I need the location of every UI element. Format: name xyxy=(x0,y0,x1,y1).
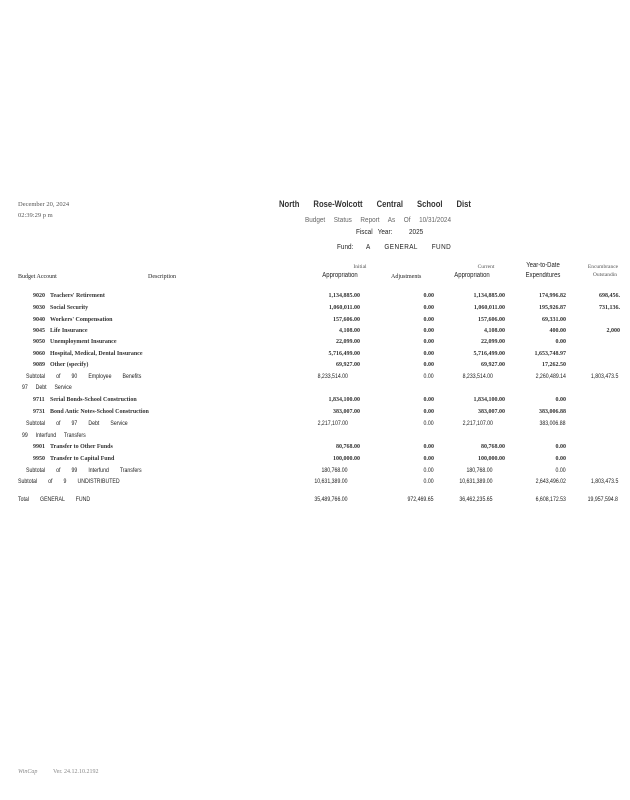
subtotal-row xyxy=(0,420,618,431)
col-initial-top: Initial xyxy=(353,264,367,270)
ytd-expenditures: 400.00 xyxy=(549,328,566,334)
fund-label: Fund: xyxy=(337,242,354,251)
initial-appropriation: 10,631,389.00 xyxy=(314,478,348,485)
adjustments: 0.00 xyxy=(423,478,434,485)
table-row xyxy=(0,351,618,362)
ytd-expenditures: 17,262.50 xyxy=(542,362,566,368)
initial-appropriation: 80,768.00 xyxy=(336,444,360,450)
ytd-expenditures: 0.00 xyxy=(555,444,566,450)
adjustments: 972,469.65 xyxy=(407,496,434,503)
ytd-expenditures: 0.00 xyxy=(555,339,566,345)
adjustments: 0.00 xyxy=(423,409,434,415)
ytd-expenditures: 69,331.00 xyxy=(542,317,566,323)
encumbrance-outstanding: 698,456. xyxy=(599,293,620,299)
col-ytd-top: Year-to-Date xyxy=(526,262,560,269)
ytd-expenditures: 195,926.87 xyxy=(539,305,566,311)
col-ytd: Expenditures xyxy=(525,272,561,279)
ytd-expenditures: 383,006.88 xyxy=(539,409,566,415)
account-code: 9030 xyxy=(33,305,45,311)
initial-appropriation: 5,716,499.00 xyxy=(328,351,360,357)
account-code: 9045 xyxy=(33,328,45,334)
account-code: 9901 xyxy=(33,444,45,450)
current-appropriation: 36,462,235.65 xyxy=(459,496,493,503)
current-appropriation: 157,606.00 xyxy=(478,317,505,323)
table-row xyxy=(0,444,618,455)
account-description: Teachers' Retirement xyxy=(50,293,105,299)
col-adjustments: Adjustments xyxy=(391,274,422,280)
report-time: 02:39:29 p m xyxy=(18,212,53,219)
initial-appropriation: 69,927.00 xyxy=(336,362,360,368)
ytd-expenditures: 174,996.82 xyxy=(539,293,566,299)
adjustments: 0.00 xyxy=(423,362,434,368)
adjustments: 0.00 xyxy=(423,317,434,323)
ytd-expenditures: 1,653,748.97 xyxy=(534,351,566,357)
encumbrance-outstanding: 1,803,473.5 xyxy=(590,373,618,380)
encumbrance-outstanding: 731,136. xyxy=(599,305,620,311)
adjustments: 0.00 xyxy=(423,305,434,311)
report-title: North Rose-Wolcott Central School Dist xyxy=(279,199,471,209)
initial-appropriation: 1,834,100.00 xyxy=(328,397,360,403)
current-appropriation: 80,768.00 xyxy=(481,444,505,450)
current-appropriation: 383,007.00 xyxy=(478,409,505,415)
initial-appropriation: 1,060,011.00 xyxy=(328,305,360,311)
report-date: December 20, 2024 xyxy=(18,201,70,208)
current-appropriation: 1,060,011.00 xyxy=(473,305,505,311)
adjustments: 0.00 xyxy=(423,444,434,450)
account-code: 9040 xyxy=(33,317,45,323)
account-code: 9020 xyxy=(33,293,45,299)
account-description: Life Insurance xyxy=(50,328,88,334)
current-appropriation: 2,217,107.00 xyxy=(462,420,493,427)
adjustments: 0.00 xyxy=(423,420,434,427)
table-row xyxy=(0,317,618,328)
account-code: 9089 xyxy=(33,362,45,368)
account-description: Workers' Compensation xyxy=(50,317,113,323)
adjustments: 0.00 xyxy=(423,339,434,345)
adjustments: 0.00 xyxy=(423,293,434,299)
account-description: Transfer to Capital Fund xyxy=(50,456,115,462)
initial-appropriation: 35,489,766.00 xyxy=(314,496,348,503)
account-code: 9050 xyxy=(33,339,45,345)
group-label: 97 Debt Service xyxy=(22,384,72,391)
account-code: 9711 xyxy=(33,397,45,403)
col-enc: Outstandin xyxy=(592,272,618,278)
table-row xyxy=(0,409,618,420)
ytd-expenditures: 2,260,489.14 xyxy=(535,373,566,380)
subtotal-label: Subtotal of 97 Debt Service xyxy=(26,420,128,427)
subtotal-label: Subtotal of 9 UNDISTRIBUTED xyxy=(18,478,120,485)
subtotal-row xyxy=(0,478,618,489)
subtotal-row xyxy=(0,373,618,384)
ytd-expenditures: 0.00 xyxy=(555,467,566,474)
total-label: Total GENERAL FUND xyxy=(18,496,91,503)
col-enc-top: Encumbrance xyxy=(587,264,619,270)
current-appropriation: 1,834,100.00 xyxy=(473,397,505,403)
initial-appropriation: 8,233,514.00 xyxy=(317,373,348,380)
account-description: Unemployment Insurance xyxy=(50,339,117,345)
encumbrance-outstanding: 2,000 xyxy=(606,328,620,334)
adjustments: 0.00 xyxy=(423,328,434,334)
fund-value: A GENERAL FUND xyxy=(366,242,452,251)
account-description: Bond Antic Notes-School Construction xyxy=(50,409,149,415)
account-description: Serial Bonds-School Construction xyxy=(50,397,137,403)
ytd-expenditures: 6,608,172.53 xyxy=(535,496,566,503)
fiscal-year: 2025 xyxy=(409,227,424,236)
account-description: Other (specify) xyxy=(50,362,89,368)
current-appropriation: 69,927.00 xyxy=(481,362,505,368)
table-row xyxy=(0,328,618,339)
account-code: 9060 xyxy=(33,351,45,357)
initial-appropriation: 383,007.00 xyxy=(333,409,360,415)
initial-appropriation: 1,134,885.00 xyxy=(328,293,360,299)
group-header-row xyxy=(0,384,618,395)
current-appropriation: 4,108.00 xyxy=(484,328,505,334)
initial-appropriation: 2,217,107.00 xyxy=(317,420,348,427)
encumbrance-outstanding: 19,957,594.8 xyxy=(587,496,618,503)
col-initial: Appropriation xyxy=(322,272,358,279)
footer-app: WinCap xyxy=(18,769,38,775)
footer-version: Ver. 24.12.10.2192 xyxy=(53,769,99,775)
adjustments: 0.00 xyxy=(423,351,434,357)
current-appropriation: 22,099.00 xyxy=(481,339,505,345)
ytd-expenditures: 383,006.88 xyxy=(539,420,566,427)
table-row xyxy=(0,362,618,373)
ytd-expenditures: 2,643,496.02 xyxy=(535,478,566,485)
initial-appropriation: 157,606.00 xyxy=(333,317,360,323)
report-subtitle: Budget Status Report As Of 10/31/2024 xyxy=(305,215,452,224)
current-appropriation: 5,716,499.00 xyxy=(473,351,505,357)
account-code: 9731 xyxy=(33,409,45,415)
ytd-expenditures: 0.00 xyxy=(555,397,566,403)
col-current-top: Current xyxy=(477,264,495,270)
current-appropriation: 180,768.00 xyxy=(466,467,493,474)
account-code: 9950 xyxy=(33,456,45,462)
account-description: Hospital, Medical, Dental Insurance xyxy=(50,351,143,357)
subtotal-label: Subtotal of 90 Employee Benefits xyxy=(26,373,142,380)
subtotal-row xyxy=(0,467,618,478)
initial-appropriation: 180,768.00 xyxy=(321,467,348,474)
account-description: Social Security xyxy=(50,305,89,311)
table-row xyxy=(0,456,618,467)
group-header-row xyxy=(0,432,618,443)
group-label: 99 Interfund Transfers xyxy=(22,432,86,439)
adjustments: 0.00 xyxy=(423,467,434,474)
total-row xyxy=(0,496,618,507)
adjustments: 0.00 xyxy=(423,456,434,462)
current-appropriation: 8,233,514.00 xyxy=(462,373,493,380)
current-appropriation: 10,631,389.00 xyxy=(459,478,493,485)
encumbrance-outstanding: 1,803,473.5 xyxy=(590,478,618,485)
ytd-expenditures: 0.00 xyxy=(555,456,566,462)
initial-appropriation: 22,099.00 xyxy=(336,339,360,345)
adjustments: 0.00 xyxy=(423,397,434,403)
table-row xyxy=(0,293,618,304)
table-row xyxy=(0,339,618,350)
account-description: Transfer to Other Funds xyxy=(50,444,113,450)
adjustments: 0.00 xyxy=(423,373,434,380)
current-appropriation: 100,000.00 xyxy=(478,456,505,462)
initial-appropriation: 100,000.00 xyxy=(333,456,360,462)
fiscal-label: Fiscal Year: xyxy=(356,227,393,236)
col-budget-account: Budget Account xyxy=(18,274,57,280)
col-description: Description xyxy=(148,274,176,280)
col-current: Appropriation xyxy=(454,272,490,279)
table-row xyxy=(0,397,618,408)
current-appropriation: 1,134,885.00 xyxy=(473,293,505,299)
subtotal-label: Subtotal of 99 Interfund Transfers xyxy=(26,467,142,474)
table-row xyxy=(0,305,618,316)
initial-appropriation: 4,108.00 xyxy=(339,328,360,334)
